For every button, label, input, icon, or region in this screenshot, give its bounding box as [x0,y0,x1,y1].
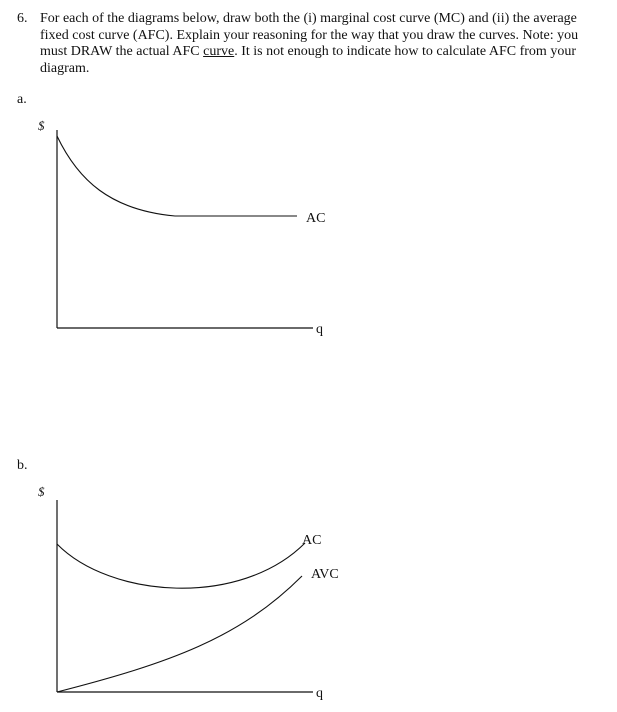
diagram-b-ac-label: AC [302,533,322,548]
diagram-a-svg [0,110,617,350]
question-text [40,11,600,77]
question-text-part1: For each of the diagrams below, draw both the (i) marginal cost curve (MC) and (ii) the average fixed cost curve (AFC). Explain your reasoning for the way that you draw the curves. Note: you must DRAW the actual AFC [40,11,579,59]
question-number: 6. [17,11,28,26]
diagram-b [0,478,617,708]
diagram-a-x-axis-label: q [316,322,323,337]
part-b-label: b. [17,458,28,473]
question-text-part2: . It is not enough to indicate how to calculate AFC from your diagram. [40,44,576,76]
diagram-a-y-axis-label: $ [38,118,45,133]
diagram-b-ac-curve [57,543,305,588]
diagram-a-ac-curve [57,136,297,216]
diagram-b-svg [0,478,617,708]
diagram-b-avc-label: AVC [311,567,339,582]
diagram-b-x-axis-label: q [316,686,323,701]
question-underlined-word: curve [203,44,235,59]
diagram-a-ac-label: AC [306,211,326,226]
part-a-label: a. [17,92,27,107]
diagram-b-y-axis-label: $ [38,484,45,499]
diagram-a [0,110,617,350]
diagram-b-avc-curve [57,576,302,692]
